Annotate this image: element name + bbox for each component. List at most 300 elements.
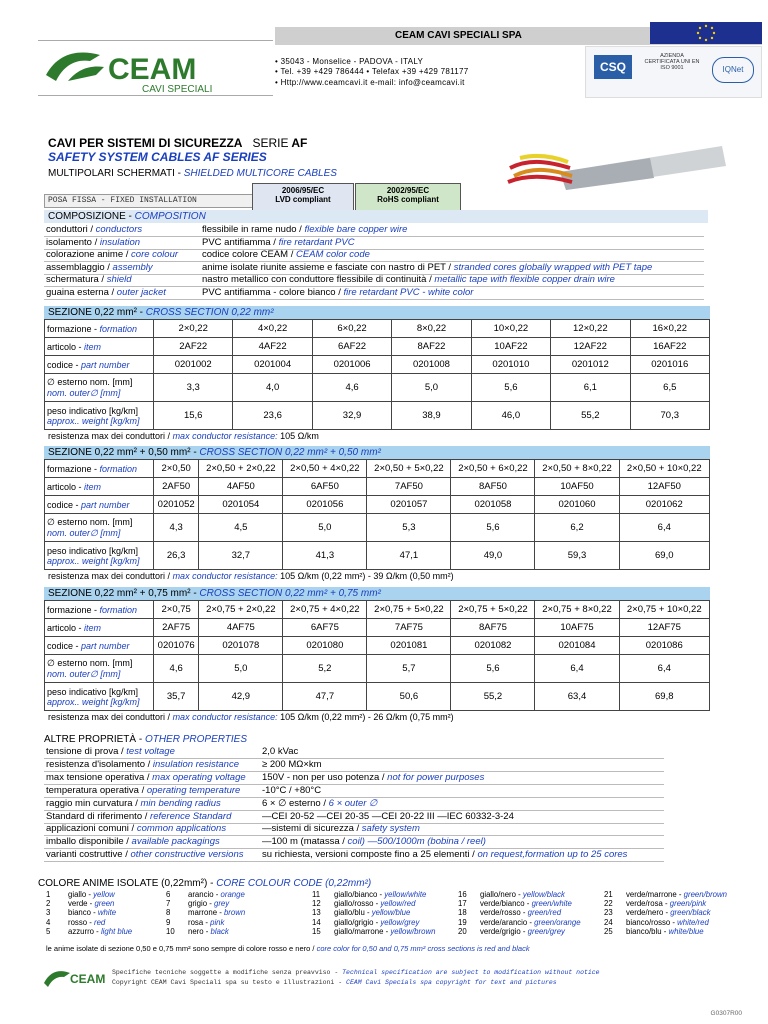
composition-key bbox=[46, 287, 196, 299]
property-key-en: min bending radius bbox=[140, 797, 221, 809]
row-label-en: part number bbox=[81, 499, 130, 510]
table-cell: 6,4 bbox=[619, 655, 709, 683]
table-cell: 5,6 bbox=[471, 374, 550, 402]
colour-it: verde/arancio - bbox=[480, 917, 535, 927]
table-cell: 0201004 bbox=[233, 356, 312, 374]
table-cell: 4AF22 bbox=[233, 338, 312, 356]
table-cell: 0201086 bbox=[619, 637, 709, 655]
colour-it: rosso - bbox=[68, 917, 94, 927]
table-row bbox=[45, 619, 710, 637]
table-cell: 55,2 bbox=[451, 683, 535, 711]
note-value: 105 Ω/km (0,22 mm²) - 39 Ω/km (0,50 mm²) bbox=[277, 571, 454, 581]
table-cell: 10AF22 bbox=[471, 338, 550, 356]
property-key bbox=[46, 772, 246, 784]
table-row bbox=[45, 542, 710, 570]
colour-en: red bbox=[94, 917, 106, 927]
composition-value bbox=[202, 224, 407, 236]
colour-it: bianco - bbox=[68, 908, 98, 918]
composition-row bbox=[44, 287, 704, 300]
value-it: nastro metallico con conduttore flessibile di continuità / bbox=[202, 274, 435, 286]
row-label bbox=[45, 374, 154, 402]
colour-item bbox=[458, 927, 565, 936]
section-table bbox=[44, 459, 710, 570]
address-line: • 35043 - Monselice - PADOVA - ITALY bbox=[275, 57, 424, 66]
table-cell: 7AF50 bbox=[367, 478, 451, 496]
table-cell: 10AF75 bbox=[535, 619, 619, 637]
title-line-2: SAFETY SYSTEM CABLES AF SERIES bbox=[48, 150, 267, 164]
table-cell: 6,2 bbox=[535, 514, 619, 542]
colour-en: green/brown bbox=[683, 890, 727, 899]
table-cell: 47,1 bbox=[367, 542, 451, 570]
table-cell: 2×0,22 bbox=[154, 320, 233, 338]
colour-number: 20 bbox=[458, 926, 467, 936]
colour-en: black bbox=[210, 926, 229, 936]
colour-item bbox=[312, 927, 435, 936]
property-key bbox=[46, 746, 175, 758]
table-cell: 0201081 bbox=[367, 637, 451, 655]
table-cell: 3,3 bbox=[154, 374, 233, 402]
table-row bbox=[45, 601, 710, 619]
table-cell: 6,5 bbox=[630, 374, 709, 402]
note-it: resistenza max dei conduttori / bbox=[48, 431, 173, 441]
table-cell: 5,6 bbox=[451, 655, 535, 683]
table-cell: 2AF75 bbox=[154, 619, 199, 637]
table-cell: 59,3 bbox=[535, 542, 619, 570]
property-value-it: su richiesta, versioni composte fino a 25 elementi / bbox=[262, 849, 478, 861]
composition-value bbox=[202, 274, 615, 286]
property-key-en: other constructive versions bbox=[130, 849, 244, 861]
colour-item bbox=[166, 908, 245, 917]
composition-key bbox=[46, 249, 196, 261]
core-colour-note: le anime isolate di sezione 0,50 e 0,75 mm² sono sempre di colore rosso e nero / core color for 0,50 and 0,75 mm² cross sections is red and black bbox=[46, 944, 530, 953]
row-label-it: codice - bbox=[47, 359, 82, 370]
colour-it: verde/rosso - bbox=[480, 908, 528, 918]
key-it: colorazione anime / bbox=[46, 249, 132, 261]
row-label-it: articolo - bbox=[47, 341, 85, 352]
table-cell: 69,8 bbox=[619, 683, 709, 711]
table-cell: 38,9 bbox=[392, 402, 471, 430]
colour-it: rosa - bbox=[188, 917, 211, 927]
section-table bbox=[44, 319, 710, 430]
colour-number: 10 bbox=[166, 926, 175, 936]
note-it: resistenza max dei conduttori / bbox=[48, 571, 173, 581]
table-cell: 35,7 bbox=[154, 683, 199, 711]
colour-number: 8 bbox=[166, 908, 171, 918]
property-row bbox=[44, 785, 664, 798]
table-row bbox=[45, 460, 710, 478]
table-cell: 2×0,50 + 2×0,22 bbox=[199, 460, 283, 478]
colour-en: green/pink bbox=[669, 899, 707, 909]
row-label-en: approx.. weight [kg/km] bbox=[47, 415, 140, 426]
colour-item bbox=[458, 899, 572, 908]
colour-number: 14 bbox=[312, 917, 321, 927]
property-value-en: coil) —500/1000m (bobina / reel) bbox=[347, 836, 486, 848]
note-en: max conductor resistance: bbox=[172, 712, 278, 722]
row-label bbox=[45, 320, 154, 338]
composition-key bbox=[46, 274, 196, 286]
table-cell: 4,3 bbox=[154, 514, 199, 542]
table-cell: 12AF50 bbox=[619, 478, 709, 496]
colour-number: 11 bbox=[312, 890, 321, 899]
row-label bbox=[45, 514, 154, 542]
row-label-en: formation bbox=[99, 604, 138, 615]
row-label bbox=[45, 619, 154, 637]
table-cell: 8AF22 bbox=[392, 338, 471, 356]
table-cell: 10×0,22 bbox=[471, 320, 550, 338]
table-cell: 2×0,75 + 10×0,22 bbox=[619, 601, 709, 619]
colour-item bbox=[46, 899, 114, 908]
colour-item bbox=[604, 927, 704, 936]
row-label-it: formazione - bbox=[47, 323, 100, 334]
row-label-en: nom. outer∅ [mm] bbox=[47, 387, 121, 398]
value-en: metallic tape with flexible copper drain wire bbox=[434, 274, 615, 286]
property-key-it: resistenza d'isolamento / bbox=[46, 758, 153, 770]
composition-row bbox=[44, 262, 704, 275]
row-label bbox=[45, 655, 154, 683]
svg-text:CEAM: CEAM bbox=[70, 972, 106, 986]
colour-number: 23 bbox=[604, 908, 613, 918]
value-en: flexible bare copper wire bbox=[304, 224, 408, 235]
table-cell: 16AF22 bbox=[630, 338, 709, 356]
table-cell: 2AF22 bbox=[154, 338, 233, 356]
table-cell: 6,4 bbox=[619, 514, 709, 542]
property-key-it: varianti costruttive / bbox=[46, 849, 131, 861]
property-key-it: Standard di riferimento / bbox=[46, 810, 151, 822]
table-cell: 0201006 bbox=[312, 356, 391, 374]
colour-item bbox=[46, 927, 132, 936]
section-table bbox=[44, 600, 710, 711]
table-cell: 70,3 bbox=[630, 402, 709, 430]
colour-it: giallo/blu - bbox=[334, 908, 372, 918]
table-row bbox=[45, 374, 710, 402]
table-cell: 5,0 bbox=[199, 655, 283, 683]
colour-item bbox=[458, 908, 561, 917]
table-cell: 5,0 bbox=[283, 514, 367, 542]
company-bar: CEAM CAVI SPECIALI SPA bbox=[275, 27, 762, 45]
property-row bbox=[44, 772, 664, 785]
footer-line-1: Specifiche tecniche soggette a modifiche senza preavviso - Technical specification are subject to modification without notice bbox=[112, 969, 600, 976]
title-line-1: CAVI PER SISTEMI DI SICUREZZA SERIE AF bbox=[48, 136, 308, 150]
value-en: stranded cores globally wrapped with PET tape bbox=[453, 261, 653, 273]
value-it: PVC antifiamma - colore bianco / bbox=[202, 287, 344, 298]
phone-line: • Tel. +39 +429 786444 • Telefax +39 +429 781177 bbox=[275, 67, 469, 76]
table-cell: 0201054 bbox=[199, 496, 283, 514]
table-cell: 46,0 bbox=[471, 402, 550, 430]
composition-key bbox=[46, 237, 196, 249]
colour-en: yellow/grey bbox=[380, 917, 420, 927]
colour-it: nero - bbox=[188, 926, 211, 936]
colour-it: bianco/rosso - bbox=[626, 917, 678, 927]
logo-text: CEAM bbox=[108, 53, 197, 86]
row-label bbox=[45, 478, 154, 496]
table-cell: 5,6 bbox=[451, 514, 535, 542]
note-en: max conductor resistance: bbox=[172, 431, 278, 441]
colour-item bbox=[458, 918, 581, 927]
core-colour-heading: COLORE ANIME ISOLATE (0,22mm²) - CORE COLOUR CODE (0,22mm²) bbox=[38, 878, 372, 889]
value-it: PVC antifiamma / bbox=[202, 236, 279, 248]
table-cell: 0201076 bbox=[154, 637, 199, 655]
table-cell: 2AF50 bbox=[154, 478, 199, 496]
property-key-it: applicazioni comuni / bbox=[46, 823, 137, 835]
property-row bbox=[44, 798, 664, 811]
table-cell: 0201062 bbox=[619, 496, 709, 514]
property-value bbox=[262, 746, 298, 758]
section-heading-it: SEZIONE 0,22 mm² + 0,50 mm² - bbox=[48, 447, 200, 458]
table-row bbox=[45, 478, 710, 496]
footer-logo bbox=[40, 965, 110, 991]
table-cell: 0201058 bbox=[451, 496, 535, 514]
property-value bbox=[262, 798, 377, 810]
value-it: codice colore CEAM / bbox=[202, 249, 296, 261]
property-key-en: available packagings bbox=[131, 836, 220, 848]
row-label bbox=[45, 460, 154, 478]
colour-item bbox=[166, 927, 229, 936]
document-code: G0307R00 bbox=[710, 1010, 742, 1017]
table-row bbox=[45, 655, 710, 683]
colour-number: 7 bbox=[166, 899, 171, 909]
table-cell: 16×0,22 bbox=[630, 320, 709, 338]
table-cell: 32,9 bbox=[312, 402, 391, 430]
row-label-it: formazione - bbox=[47, 463, 100, 474]
colour-item bbox=[604, 908, 711, 917]
key-en: core colour bbox=[131, 249, 179, 261]
table-row bbox=[45, 356, 710, 374]
colour-en: green/black bbox=[670, 908, 711, 918]
property-key bbox=[46, 759, 239, 771]
colour-en: yellow/black bbox=[522, 890, 565, 899]
value-it: anime isolate riunite assieme e fasciate con nastro di PET / bbox=[202, 261, 454, 273]
colour-en: grey bbox=[214, 899, 230, 909]
ceam-logo bbox=[38, 40, 273, 96]
row-label-it: peso indicativo [kg/km] bbox=[47, 545, 139, 556]
key-en: shield bbox=[106, 274, 132, 286]
property-value-en: 6 × outer ∅ bbox=[328, 797, 378, 809]
colour-en: yellow/red bbox=[380, 899, 416, 909]
table-row bbox=[45, 683, 710, 711]
colour-it: azzurro - bbox=[68, 926, 101, 936]
row-label-it: codice - bbox=[47, 499, 82, 510]
colour-number: 24 bbox=[604, 917, 613, 927]
cable-image bbox=[500, 128, 730, 198]
key-it: isolamento / bbox=[46, 236, 100, 248]
property-value-en: not for power purposes bbox=[387, 771, 485, 783]
key-en: outer jacket bbox=[116, 287, 166, 298]
colour-number: 3 bbox=[46, 908, 51, 918]
colour-it: verde/bianco - bbox=[480, 899, 532, 909]
colour-en: yellow/blue bbox=[371, 908, 411, 918]
colour-number: 25 bbox=[604, 926, 613, 936]
table-cell: 4,6 bbox=[312, 374, 391, 402]
colour-en: white/blue bbox=[668, 926, 704, 936]
section-heading bbox=[44, 446, 710, 459]
property-row bbox=[44, 849, 664, 862]
colour-item bbox=[312, 890, 426, 899]
table-cell: 6,4 bbox=[535, 655, 619, 683]
composition-key bbox=[46, 224, 196, 236]
table-cell: 5,0 bbox=[392, 374, 471, 402]
colour-it: giallo/grigio - bbox=[334, 917, 381, 927]
csq-logo: CSQ bbox=[594, 55, 632, 79]
colour-number: 9 bbox=[166, 917, 171, 927]
property-key-it: tensione di prova / bbox=[46, 746, 127, 757]
key-en: conductors bbox=[95, 224, 143, 235]
colour-item bbox=[166, 899, 229, 908]
table-cell: 23,6 bbox=[233, 402, 312, 430]
property-key bbox=[46, 836, 220, 848]
property-key bbox=[46, 849, 243, 861]
property-value bbox=[262, 849, 627, 861]
property-value bbox=[262, 785, 321, 797]
colour-item bbox=[312, 899, 415, 908]
colour-item bbox=[604, 899, 706, 908]
ceam-swoosh-icon bbox=[38, 41, 273, 95]
composition-row bbox=[44, 224, 704, 237]
property-key bbox=[46, 798, 221, 810]
section-heading bbox=[44, 587, 710, 600]
table-cell: 0201052 bbox=[154, 496, 199, 514]
colour-en: orange bbox=[220, 890, 245, 899]
key-it: guaina esterna / bbox=[46, 287, 117, 298]
property-value-it: 6 × ∅ esterno / bbox=[262, 797, 329, 809]
table-cell: 6,1 bbox=[551, 374, 630, 402]
colour-it: verde/nero - bbox=[626, 908, 671, 918]
colour-item bbox=[46, 890, 115, 899]
property-key-en: common applications bbox=[136, 823, 227, 835]
table-cell: 5,2 bbox=[283, 655, 367, 683]
row-label-en: part number bbox=[81, 359, 130, 370]
colour-item bbox=[312, 908, 410, 917]
section-heading-it: SEZIONE 0,22 mm² + 0,75 mm² - bbox=[48, 588, 200, 599]
key-it: assemblaggio / bbox=[46, 261, 113, 273]
row-label-it: codice - bbox=[47, 640, 82, 651]
section-heading bbox=[44, 306, 710, 319]
note-value: 105 Ω/km bbox=[277, 431, 319, 441]
table-cell: 4,6 bbox=[154, 655, 199, 683]
row-label-it: articolo - bbox=[47, 622, 85, 633]
colour-it: bianco/blu - bbox=[626, 926, 669, 936]
note-it: resistenza max dei conduttori / bbox=[48, 712, 173, 722]
colour-it: marrone - bbox=[188, 908, 224, 918]
row-label-it: ∅ esterno nom. [mm] bbox=[47, 657, 133, 668]
table-cell: 49,0 bbox=[451, 542, 535, 570]
table-cell: 4AF50 bbox=[199, 478, 283, 496]
colour-en: pink bbox=[210, 917, 225, 927]
colour-number: 1 bbox=[46, 890, 51, 899]
colour-it: verde/rosa - bbox=[626, 899, 670, 909]
row-label-it: ∅ esterno nom. [mm] bbox=[47, 376, 133, 387]
colour-en: green bbox=[94, 899, 115, 909]
colour-item bbox=[46, 918, 105, 927]
row-label-en: item bbox=[84, 481, 102, 492]
table-cell: 0201060 bbox=[535, 496, 619, 514]
title-line-3: MULTIPOLARI SCHERMATI - SHIELDED MULTICORE CABLES bbox=[48, 168, 337, 179]
property-key-it: imballo disponibile / bbox=[46, 836, 132, 848]
row-label bbox=[45, 356, 154, 374]
row-label bbox=[45, 402, 154, 430]
table-cell: 6AF50 bbox=[283, 478, 367, 496]
row-label-it: ∅ esterno nom. [mm] bbox=[47, 516, 133, 527]
table-cell: 0201080 bbox=[283, 637, 367, 655]
property-key-en: operating temperature bbox=[146, 784, 241, 796]
table-cell: 2×0,75 bbox=[154, 601, 199, 619]
colour-en: brown bbox=[223, 908, 246, 918]
table-cell: 2×0,50 + 10×0,22 bbox=[619, 460, 709, 478]
colour-en: green/white bbox=[531, 899, 572, 909]
row-label bbox=[45, 683, 154, 711]
colour-it: grigio - bbox=[188, 899, 214, 909]
table-cell: 10AF50 bbox=[535, 478, 619, 496]
property-key bbox=[46, 811, 231, 823]
table-cell: 6AF75 bbox=[283, 619, 367, 637]
section-heading-en: CROSS SECTION 0,22 mm² + 0,75 mm² bbox=[199, 588, 381, 599]
colour-number: 21 bbox=[604, 890, 613, 899]
row-label bbox=[45, 496, 154, 514]
composition-row bbox=[44, 249, 704, 262]
colour-it: giallo/nero - bbox=[480, 890, 523, 899]
row-label-it: articolo - bbox=[47, 481, 85, 492]
section-heading-en: CROSS SECTION 0,22 mm² + 0,50 mm² bbox=[199, 447, 381, 458]
table-cell: 12AF75 bbox=[619, 619, 709, 637]
property-row bbox=[44, 823, 664, 836]
eu-flag-icon bbox=[650, 22, 762, 44]
property-value bbox=[262, 823, 420, 835]
property-value-it: —CEI 20-52 —CEI 20-35 —CEI 20-22 III —IEC 60332-3-24 bbox=[262, 810, 514, 822]
colour-en: yellow/brown bbox=[390, 926, 436, 936]
note-value: 105 Ω/km (0,22 mm²) - 26 Ω/km (0,75 mm²) bbox=[277, 712, 454, 722]
key-en: assembly bbox=[112, 261, 153, 273]
property-value bbox=[262, 759, 322, 771]
table-cell: 6AF22 bbox=[312, 338, 391, 356]
table-cell: 2×0,75 + 5×0,22 bbox=[451, 601, 535, 619]
colour-number: 4 bbox=[46, 917, 51, 927]
table-cell: 32,7 bbox=[199, 542, 283, 570]
colour-number: 13 bbox=[312, 908, 321, 918]
table-cell: 0201008 bbox=[392, 356, 471, 374]
key-it: conduttori / bbox=[46, 224, 96, 235]
iqnet-logo: IQNet bbox=[712, 57, 754, 83]
row-label bbox=[45, 637, 154, 655]
colour-number: 15 bbox=[312, 926, 321, 936]
colour-it: arancio - bbox=[188, 890, 221, 899]
colour-en: yellow bbox=[93, 890, 115, 899]
table-cell: 2×0,50 + 6×0,22 bbox=[451, 460, 535, 478]
property-value-it: 150V - non per uso potenza / bbox=[262, 771, 388, 783]
table-row bbox=[45, 637, 710, 655]
table-cell: 63,4 bbox=[535, 683, 619, 711]
table-cell: 0201002 bbox=[154, 356, 233, 374]
colour-en: green/red bbox=[527, 908, 562, 918]
table-cell: 41,3 bbox=[283, 542, 367, 570]
table-cell: 42,9 bbox=[199, 683, 283, 711]
colour-en: green/orange bbox=[534, 917, 581, 927]
note-en: max conductor resistance: bbox=[172, 571, 278, 581]
table-cell: 26,3 bbox=[154, 542, 199, 570]
value-en: fire retardant PVC - white color bbox=[343, 287, 474, 298]
value-it: flessibile in rame nudo / bbox=[202, 224, 305, 235]
key-en: insulation bbox=[99, 236, 141, 248]
property-key-it: temperatura operativa / bbox=[46, 784, 147, 796]
table-cell: 55,2 bbox=[551, 402, 630, 430]
colour-item bbox=[604, 918, 709, 927]
iso-cert-text: AZIENDA CERTIFICATA UNI EN ISO 9001 bbox=[644, 53, 700, 71]
property-value-it: -10°C / +80°C bbox=[262, 784, 322, 796]
colour-number: 6 bbox=[166, 890, 171, 899]
table-row bbox=[45, 402, 710, 430]
table-cell: 50,6 bbox=[367, 683, 451, 711]
colour-it: verde - bbox=[68, 899, 95, 909]
composition-row bbox=[44, 274, 704, 287]
row-label-en: item bbox=[84, 341, 102, 352]
